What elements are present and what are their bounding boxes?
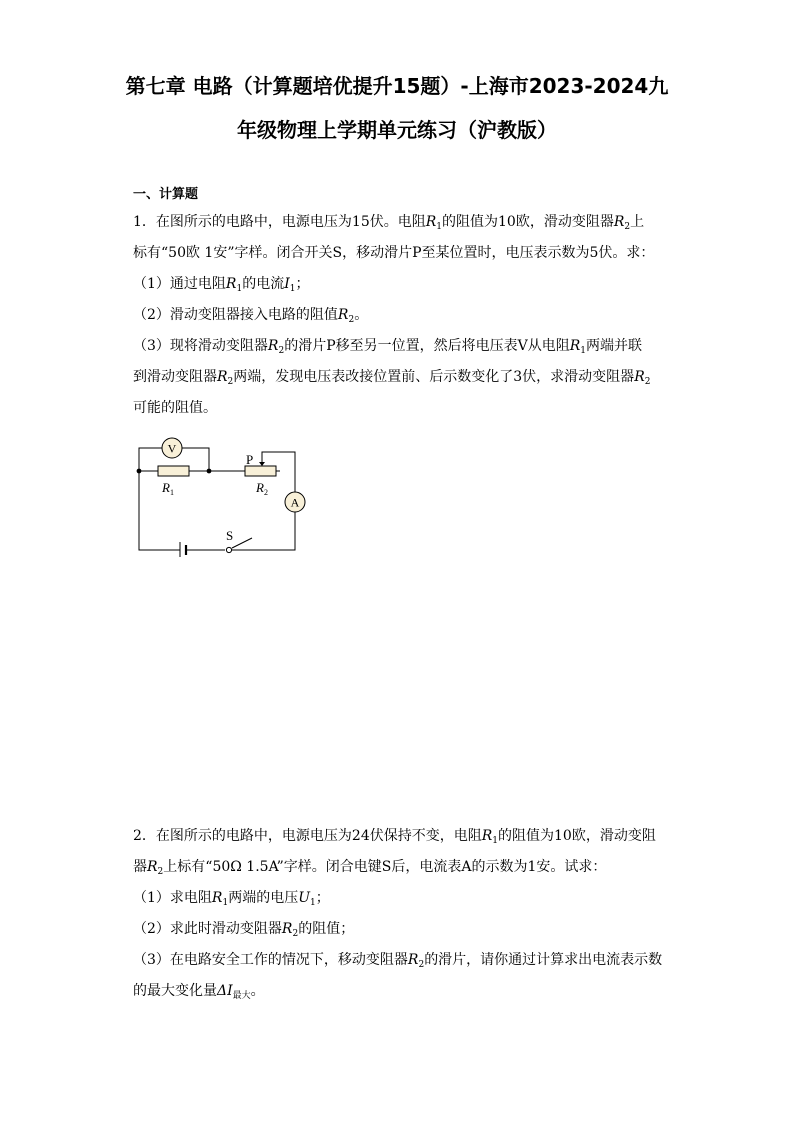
title-line-2: 年级物理上学期单元练习（沪教版） xyxy=(237,118,557,142)
title-line-1: 第七章 电路（计算题培优提升15题）-上海市2023-2024九 xyxy=(125,74,669,98)
q2-part-3-line-1: （3）在电路安全工作的情况下，移动变阻器$R_2$的滑片，请你通过计算求出电流表示数 xyxy=(133,952,663,970)
q1-part-3-line-2: 到滑动变阻器$R_2$两端，发现电压表改接位置前、后示数变化了3伏，求滑动变阻器$R_2$ xyxy=(133,369,651,387)
section-heading: 一、计算题 xyxy=(133,187,199,202)
ammeter-label: A xyxy=(290,495,300,510)
slider-arrow xyxy=(259,462,265,466)
r1-label: $R_1$ xyxy=(162,480,174,497)
q2-line-1: 2．在图所示的电路中，电源电压为24伏保持不变，电阻$R_1$的阻值为10欧，滑动变阻 xyxy=(133,828,656,846)
q1-part-3-line-3: 可能的阻值。 xyxy=(133,400,217,416)
q1-part-3-line-1: （3）现将滑动变阻器$R_2$的滑片P移至另一位置，然后将电压表V从电阻$R_1$两端并联 xyxy=(133,338,643,356)
voltmeter-label: V xyxy=(167,441,177,456)
wire-switch-right xyxy=(232,510,295,550)
q1-part-2: （2）滑动变阻器接入电路的阻值$R_2$。 xyxy=(133,307,369,325)
q1-part-1: （1）通过电阻$R_1$的电流$I_1$； xyxy=(133,276,310,294)
switch-blade xyxy=(232,538,252,548)
circuit-diagram xyxy=(130,432,310,557)
slider-label: P xyxy=(246,452,254,467)
q2-part-1: （1）求电阻$R_1$两端的电压$U_1$； xyxy=(133,890,330,908)
q1-line-2: 标有“50欧 1安”字样。闭合开关S，移动滑片P至某位置时，电压表示数为5伏。求： xyxy=(133,245,655,261)
wire-left xyxy=(139,471,180,550)
page-title xyxy=(110,64,684,152)
q2-part-2: （2）求此时滑动变阻器$R_2$的阻值； xyxy=(133,921,355,939)
q2-line-2: 器$R_2$上标有“50Ω 1.5A”字样。闭合电键S后，电流表A的示数为1安。试求： xyxy=(133,859,607,877)
r2-label: $R_2$ xyxy=(256,480,268,497)
junction-left xyxy=(137,469,142,474)
q1-line-1: 1．在图所示的电路中，电源电压为15伏。电阻$R_1$的阻值为10欧，滑动变阻器$R_2$上 xyxy=(133,214,645,232)
junction-right xyxy=(207,469,212,474)
resistor-r1 xyxy=(158,466,189,476)
resistor-r2 xyxy=(245,466,276,476)
switch-label: S xyxy=(226,528,234,543)
q2-part-3-line-2: 的最大变化量$\Delta I_{最大}$。 xyxy=(133,983,265,1001)
switch-pivot xyxy=(226,547,231,552)
